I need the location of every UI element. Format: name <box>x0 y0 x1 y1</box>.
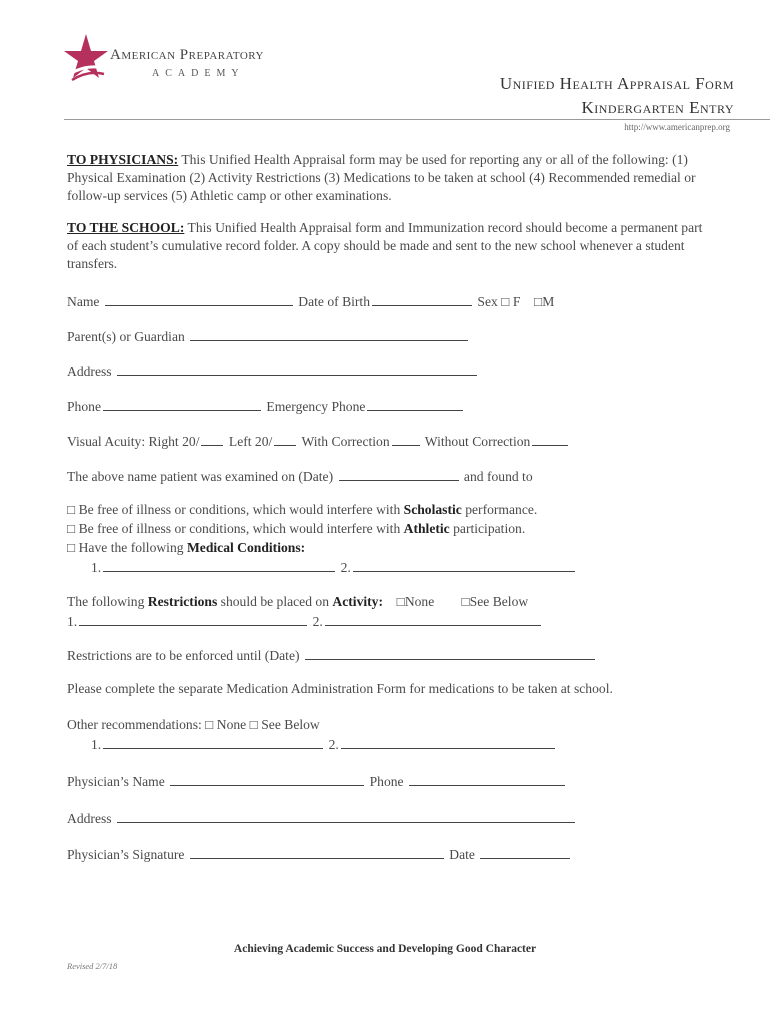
visual-acuity-row <box>67 431 570 451</box>
dob-label: Date of Birth <box>298 294 371 309</box>
form-title <box>500 72 734 120</box>
condition-number-1: 1. <box>91 560 102 575</box>
revised-date: Revised 2/7/18 <box>67 961 118 971</box>
visual-acuity-right-label: Visual Acuity: Right 20/ <box>67 434 200 449</box>
restriction-number-1: 1. <box>67 614 78 629</box>
guardian-row <box>67 326 470 346</box>
restriction-2-field[interactable] <box>325 611 541 626</box>
physician-phone-field[interactable] <box>409 771 565 786</box>
restrictions-none-checkbox[interactable]: □None <box>396 594 435 609</box>
address-label: Address <box>67 364 112 379</box>
form-title-line2: Kindergarten Entry <box>581 98 734 117</box>
name-label: Name <box>67 294 100 309</box>
left-acuity-label: Left 20/ <box>228 434 273 449</box>
scholastic-text: □ Be free of illness or conditions, which would interfere with <box>67 502 404 517</box>
physician-name-label: Physician’s Name <box>67 774 165 789</box>
footer-motto: Achieving Academic Success and Developing Good Character <box>233 943 537 955</box>
restrictions-until-field[interactable] <box>305 645 595 660</box>
emergency-phone-label: Emergency Phone <box>266 399 366 414</box>
phone-label: Phone <box>67 399 101 414</box>
physician-signature-label: Physician’s Signature <box>67 847 185 862</box>
sex-m-checkbox[interactable]: □M <box>533 294 555 309</box>
exam-date-label: The above name patient was examined on (Date) <box>67 469 334 484</box>
school-label: TO THE SCHOOL: <box>67 220 185 235</box>
physician-address-label: Address <box>67 811 112 826</box>
address-field[interactable] <box>117 361 477 376</box>
left-acuity-field[interactable] <box>274 431 296 446</box>
restrictions-until-row <box>67 645 597 665</box>
physicians-label: TO PHYSICIANS: <box>67 152 179 167</box>
scholastic-option[interactable] <box>67 501 537 519</box>
physicians-paragraph <box>67 151 707 205</box>
exam-date-field[interactable] <box>339 466 459 481</box>
other-recommendations-list <box>67 734 557 754</box>
with-correction-field[interactable] <box>392 431 420 446</box>
medical-conditions-list <box>67 557 577 577</box>
physicians-text: This Unified Health Appraisal form may be used for reporting any or all of the following: (1) Physical Examination (2) Activity Restrictions (3) Medications to be taken at school (4) Recommended remedial or follow-up services (5) Athletic camp or other examinations. <box>67 152 696 203</box>
without-correction-label: Without Correction <box>424 434 531 449</box>
phone-row <box>67 396 465 416</box>
address-row <box>67 361 479 381</box>
restrictions-until-label: Restrictions are to be enforced until (Date) <box>67 648 300 663</box>
restrictions-see-below-checkbox[interactable]: □See Below <box>461 594 529 609</box>
medical-conditions-option[interactable] <box>67 539 305 557</box>
physician-date-label: Date <box>449 847 475 862</box>
activity-bold: Activity: <box>332 594 384 609</box>
restrictions-pre: The following <box>67 594 148 609</box>
without-correction-field[interactable] <box>532 431 568 446</box>
scholastic-post: performance. <box>461 502 538 517</box>
condition-1-field[interactable] <box>103 557 335 572</box>
physician-signature-field[interactable] <box>190 844 444 859</box>
physician-phone-label: Phone <box>369 774 404 789</box>
athletic-post: participation. <box>449 521 526 536</box>
other-1-field[interactable] <box>103 734 323 749</box>
restriction-1-field[interactable] <box>79 611 307 626</box>
other-recommendations-label[interactable]: Other recommendations: □ None □ See Below <box>67 717 320 732</box>
right-acuity-field[interactable] <box>201 431 223 446</box>
guardian-label: Parent(s) or Guardian <box>67 329 185 344</box>
medical-conditions-bold: Medical Conditions: <box>186 540 306 555</box>
physician-date-field[interactable] <box>480 844 570 859</box>
condition-number-2: 2. <box>340 560 351 575</box>
name-field[interactable] <box>105 291 293 306</box>
header-rule <box>64 119 770 120</box>
dob-field[interactable] <box>372 291 472 306</box>
exam-date-row <box>67 466 533 486</box>
website-url[interactable]: http://www.americanprep.org <box>624 122 730 132</box>
phone-field[interactable] <box>103 396 261 411</box>
academy-star-logo <box>64 34 108 84</box>
physician-name-row <box>67 771 567 791</box>
scholastic-bold: Scholastic <box>403 502 462 517</box>
physician-address-row <box>67 808 577 828</box>
athletic-text: □ Be free of illness or conditions, which would interfere with <box>67 521 404 536</box>
condition-2-field[interactable] <box>353 557 575 572</box>
athletic-bold: Athletic <box>403 521 450 536</box>
with-correction-label: With Correction <box>301 434 390 449</box>
emergency-phone-field[interactable] <box>367 396 463 411</box>
form-title-line1: Unified Health Appraisal Form <box>499 74 734 93</box>
logo-name: American Preparatory <box>110 47 264 63</box>
physician-address-field[interactable] <box>117 808 575 823</box>
restrictions-list <box>67 611 543 631</box>
sex-f-checkbox[interactable]: □ F <box>501 294 521 309</box>
other-number-1: 1. <box>91 737 102 752</box>
other-number-2: 2. <box>328 737 339 752</box>
logo-subname: ACADEMY <box>152 68 245 79</box>
restriction-number-2: 2. <box>312 614 323 629</box>
sex-label: Sex <box>477 294 498 309</box>
physician-name-field[interactable] <box>170 771 364 786</box>
restrictions-bold: Restrictions <box>147 594 218 609</box>
medical-conditions-text: □ Have the following <box>67 540 187 555</box>
restrictions-mid: should be placed on <box>217 594 333 609</box>
name-row <box>67 291 554 311</box>
found-to-label: and found to <box>463 469 533 484</box>
school-text: This Unified Health Appraisal form and Immunization record should become a permanent part of each student’s cumulative record folder. A copy should be made and sent to the new school whenever a student transfers. <box>67 220 703 271</box>
other-2-field[interactable] <box>341 734 555 749</box>
school-paragraph <box>67 219 707 273</box>
athletic-option[interactable] <box>67 520 525 538</box>
guardian-field[interactable] <box>190 326 468 341</box>
physician-signature-row <box>67 844 572 864</box>
restrictions-row <box>67 593 528 611</box>
medication-note: Please complete the separate Medication Administration Form for medications to be taken at school. <box>67 681 613 696</box>
